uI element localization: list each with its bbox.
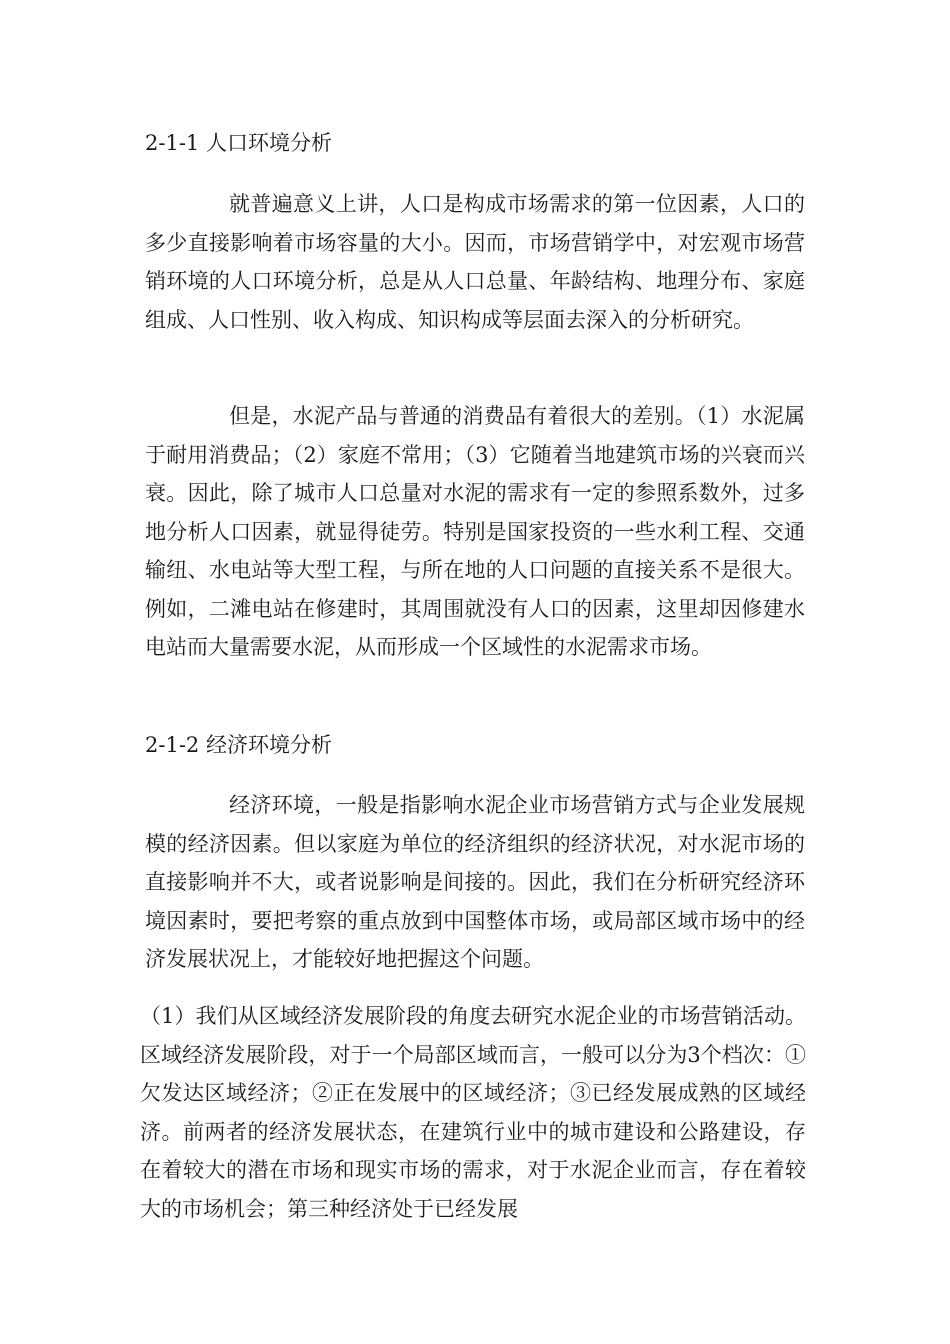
paragraph-population-cement: 但是，水泥产品与普通的消费品有着很大的差别。（1）水泥属于耐用消费品；（2）家庭不常用；（3）它随着当地建筑市场的兴衰而兴衰。因此，除了城市人口总量对水泥的需求有一定的参照系数外，过多地分析人口因素，就显得徒劳。特别是国家投资的一些水利工程、交通输纽、水电站等大型工程，与所在地的人口问题的直接关系不是很大。例如，二滩电站在修建时，其周围就没有人口的因素，这里却因修建水电站而大量需要水泥，从而形成一个区域性的水泥需求市场。 xyxy=(145,404,805,659)
paragraph-economy-intro: 经济环境，一般是指影响水泥企业市场营销方式与企业发展规模的经济因素。但以家庭为单位的经济组织的经济状况，对水泥市场的直接影响并不大，或者说影响是间接的。因此，我们在分析研究经济环境因素时，要把考察的重点放到中国整体市场，或局部区域市场中的经济发展状况上，才能较好地把握这个问题。 xyxy=(145,793,805,971)
paragraph-economy-stages: （1）我们从区域经济发展阶段的角度去研究水泥企业的市场营销活动。区域经济发展阶段，对于一个局部区域而言，一般可以分为3个档次：①欠发达区域经济；②正在发展中的区域经济；③已经发展成熟的区域经济。前两者的经济发展状态，在建筑行业中的城市建设和公路建设，存在着较大的潜在市场和现实市场的需求，对于水泥企业而言，存在着较大的市场机会；第三种经济处于已经发展 xyxy=(140,1004,806,1221)
section-heading-economy: 2-1-2 经济环境分析 xyxy=(145,733,332,757)
paragraph-population-intro: 就普遍意义上讲，人口是构成市场需求的第一位因素，人口的多少直接影响着市场容量的大小。因而，市场营销学中，对宏观市场营销环境的人口环境分析，总是从人口总量、年龄结构、地理分布、家庭组成、人口性别、收入构成、知识构成等层面去深入的分析研究。 xyxy=(145,192,805,332)
section-heading-population: 2-1-1 人口环境分析 xyxy=(145,131,332,155)
